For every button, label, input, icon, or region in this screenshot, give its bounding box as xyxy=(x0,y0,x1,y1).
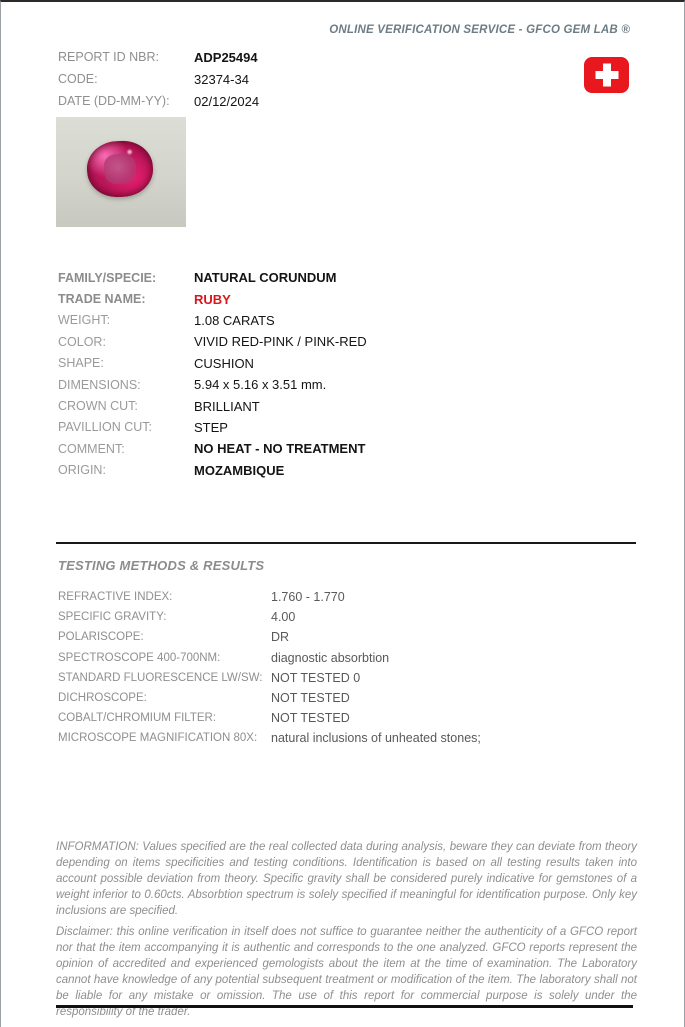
specific-gravity-row xyxy=(58,607,481,627)
section-divider xyxy=(56,542,636,544)
origin-row xyxy=(58,460,367,481)
microscope-label: MICROSCOPE MAGNIFICATION 80X: xyxy=(58,732,258,745)
polariscope-value: DR xyxy=(271,630,290,645)
cobalt-filter-row xyxy=(58,708,481,728)
pavillion-cut-value: STEP xyxy=(194,419,228,435)
report-id-block xyxy=(58,46,259,112)
pavillion-cut-row xyxy=(58,417,367,438)
gem-photo xyxy=(56,117,186,227)
refractive-index-value: 1.760 - 1.770 xyxy=(271,590,345,605)
dimensions-label: DIMENSIONS: xyxy=(58,377,141,392)
report-id-label: REPORT ID NBR: xyxy=(58,50,159,64)
ruby-gem-image xyxy=(86,139,155,198)
gem-table-facet xyxy=(103,153,137,185)
date-value: 02/12/2024 xyxy=(194,93,260,109)
pavillion-cut-label: PAVILLION CUT: xyxy=(58,420,153,435)
date-row xyxy=(58,90,259,112)
cobalt-filter-label: COBALT/CHROMIUM FILTER: xyxy=(58,712,217,725)
bottom-divider xyxy=(56,1005,633,1008)
polariscope-label: POLARISCOPE: xyxy=(58,631,144,644)
testing-results-section xyxy=(58,587,481,749)
specific-gravity-value: 4.00 xyxy=(271,610,296,625)
testing-section-heading: TESTING METHODS & RESULTS xyxy=(58,558,265,573)
code-row xyxy=(58,68,259,90)
family-value: NATURAL CORUNDUM xyxy=(194,270,337,286)
trade-name-label: TRADE NAME: xyxy=(58,292,146,307)
comment-value: NO HEAT - NO TREATMENT xyxy=(194,441,366,457)
color-row xyxy=(58,331,367,352)
fluorescence-label: STANDARD FLUORESCENCE LW/SW: xyxy=(58,671,263,684)
swiss-flag-icon xyxy=(584,57,629,93)
family-row xyxy=(58,267,367,288)
crown-cut-value: BRILLIANT xyxy=(194,398,260,414)
trade-name-value: RUBY xyxy=(194,291,231,307)
specific-gravity-label: SPECIFIC GRAVITY: xyxy=(58,611,167,624)
spectroscope-label: SPECTROSCOPE 400-700NM: xyxy=(58,651,221,664)
disclaimer-paragraph: Disclaimer: this online verification in itself does not suffice to guarantee neither the authenticity of a GFCO report nor that the item accompanying it is authentic and corresponds to the one analyzed. GFCO reports represent the opinion of accredited and experienced gemologists about the item at the time of examination. The Laboratory cannot have knowledge of any potential subsequent treatment or modification of the item. The laboratory shall not be liable for any mistake or omission. The use of this report for commercial purpose is solely under the responsibility of the trader. xyxy=(56,926,637,1018)
dichroscope-row xyxy=(58,688,481,708)
shape-value: CUSHION xyxy=(194,355,254,371)
service-tagline: ONLINE VERIFICATION SERVICE - GFCO GEM LAB ® xyxy=(329,24,630,36)
microscope-row xyxy=(58,728,481,748)
origin-value: MOZAMBIQUE xyxy=(194,462,285,478)
refractive-index-label: REFRACTIVE INDEX: xyxy=(58,591,173,604)
dimensions-value: 5.94 x 5.16 x 3.51 mm. xyxy=(194,377,327,393)
cobalt-filter-value: NOT TESTED xyxy=(271,711,350,726)
comment-label: COMMENT: xyxy=(58,441,125,456)
family-label: FAMILY/SPECIE: xyxy=(58,270,157,285)
report-id-row xyxy=(58,46,259,68)
shape-label: SHAPE: xyxy=(58,356,104,371)
dimensions-row xyxy=(58,374,367,395)
dichroscope-label: DICHROSCOPE: xyxy=(58,692,147,705)
microscope-value: natural inclusions of unheated stones; xyxy=(271,731,481,746)
swiss-cross-horizontal xyxy=(595,71,618,79)
comment-row xyxy=(58,438,367,459)
origin-label: ORIGIN: xyxy=(58,463,106,478)
code-label: CODE: xyxy=(58,72,98,86)
crown-cut-row xyxy=(58,395,367,416)
color-label: COLOR: xyxy=(58,334,106,349)
refractive-index-row xyxy=(58,587,481,607)
date-label: DATE (DD-MM-YY): xyxy=(58,94,170,108)
color-value: VIVID RED-PINK / PINK-RED xyxy=(194,334,367,350)
fluorescence-row xyxy=(58,668,481,688)
polariscope-row xyxy=(58,627,481,647)
crown-cut-label: CROWN CUT: xyxy=(58,399,138,414)
gem-details-section xyxy=(58,267,367,481)
report-id-value: ADP25494 xyxy=(194,49,258,65)
information-paragraph: INFORMATION: Values specified are the real collected data during analysis, beware they can deviate from theory depending on items specificities and testing conditions. Identification is based on all testing results taken into account possible deviation from theory. Specific gravity shall be considered purely indicative for gemstones of a weight inferior to 0.60cts. Absorbtion spectrum is solely specified if meaningful for identification purpose. Only key inclusions are specified. xyxy=(56,841,637,917)
shape-row xyxy=(58,353,367,374)
weight-label: WEIGHT: xyxy=(58,313,111,328)
fluorescence-value: NOT TESTED 0 xyxy=(271,670,361,685)
spectroscope-value: diagnostic absorbtion xyxy=(271,650,390,665)
gem-highlight xyxy=(126,148,133,155)
code-value: 32374-34 xyxy=(194,71,249,87)
weight-value: 1.08 CARATS xyxy=(194,312,275,328)
dichroscope-value: NOT TESTED xyxy=(271,691,350,706)
spectroscope-row xyxy=(58,648,481,668)
trade-name-row xyxy=(58,288,367,309)
weight-row xyxy=(58,310,367,331)
